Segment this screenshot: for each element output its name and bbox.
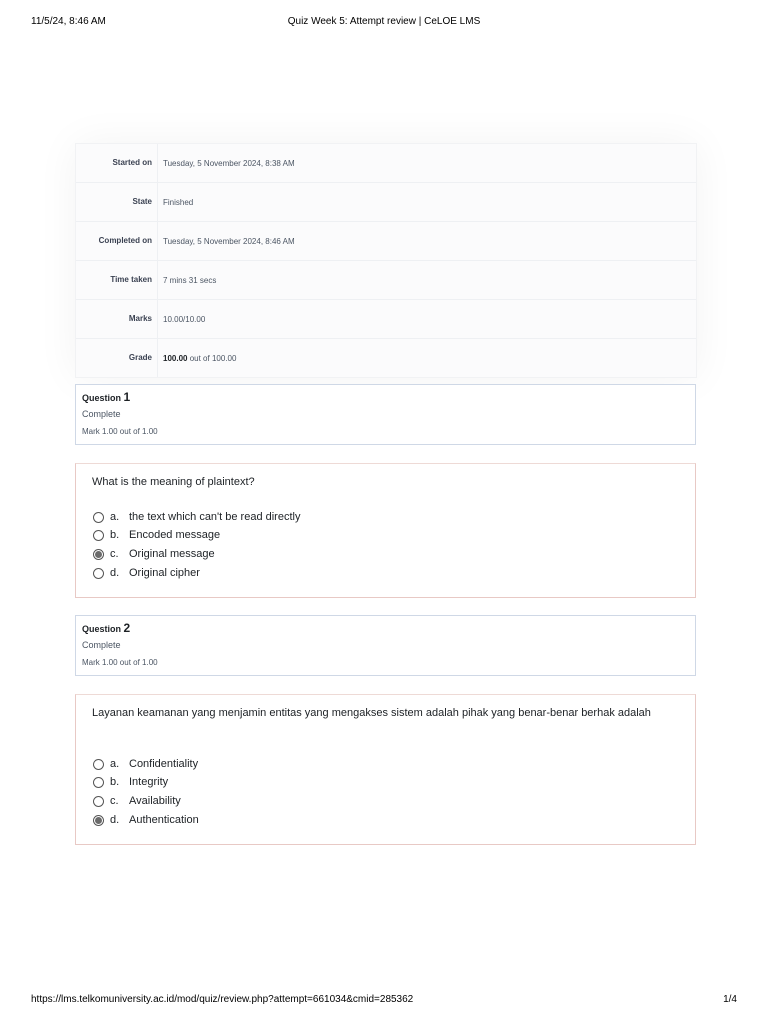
radio-button[interactable] — [93, 512, 104, 523]
option-text: Authentication — [129, 814, 199, 826]
option-text: Encoded message — [129, 529, 221, 541]
summary-value — [158, 354, 236, 363]
summary-value: 10.00/10.00 — [163, 314, 206, 324]
summary-row-state — [76, 183, 696, 222]
summary-label: Completed on — [76, 222, 158, 260]
option-letter: b. — [110, 776, 120, 788]
summary-row-time-taken — [76, 261, 696, 300]
question-info-1 — [75, 384, 696, 445]
question-mark: Mark 1.00 out of 1.00 — [82, 658, 158, 667]
question-text: Layanan keamanan yang menjamin entitas yang mengakses sistem adalah pihak yang benar-benar berhak adalah — [92, 707, 651, 719]
answer-option-d[interactable] — [93, 565, 200, 581]
question-number-value: 2 — [123, 621, 131, 635]
option-text: Confidentiality — [129, 758, 199, 770]
grade-out-of: out of 100.00 — [189, 353, 237, 363]
option-letter: d. — [110, 814, 120, 826]
summary-value: 7 mins 31 secs — [163, 275, 217, 285]
question-mark: Mark 1.00 out of 1.00 — [82, 427, 158, 436]
question-label: Question — [82, 624, 122, 634]
summary-label: Grade — [76, 339, 158, 377]
print-footer — [0, 994, 768, 1010]
print-page-number: 1/4 — [723, 994, 737, 1005]
answer-option-c[interactable] — [93, 546, 215, 562]
option-letter: c. — [110, 548, 119, 560]
summary-label: Time taken — [76, 261, 158, 299]
option-letter: b. — [110, 529, 120, 541]
summary-value: Tuesday, 5 November 2024, 8:38 AM — [163, 158, 295, 168]
print-url: https://lms.telkomuniversity.ac.id/mod/quiz/review.php?attempt=661034&cmid=285362 — [31, 994, 414, 1005]
summary-row-completed-on — [76, 222, 696, 261]
radio-button[interactable] — [93, 777, 104, 788]
question-label: Question — [82, 393, 122, 403]
question-number — [82, 390, 130, 404]
option-text: Integrity — [129, 776, 169, 788]
summary-label: Started on — [76, 144, 158, 182]
radio-button[interactable] — [93, 796, 104, 807]
question-content-1 — [75, 463, 696, 598]
radio-button-selected[interactable] — [93, 815, 104, 826]
summary-label: State — [76, 183, 158, 221]
summary-label: Marks — [76, 300, 158, 338]
option-letter: c. — [110, 795, 119, 807]
summary-row-marks — [76, 300, 696, 339]
option-text: Original cipher — [129, 567, 200, 579]
question-state: Complete — [82, 409, 121, 419]
summary-value: Tuesday, 5 November 2024, 8:46 AM — [163, 236, 295, 246]
question-number-value: 1 — [123, 390, 131, 404]
answer-option-c[interactable] — [93, 793, 181, 809]
summary-value: Finished — [163, 197, 194, 207]
question-state: Complete — [82, 640, 121, 650]
summary-row-started-on — [76, 144, 696, 183]
option-text: the text which can't be read directly — [129, 511, 301, 523]
radio-button[interactable] — [93, 759, 104, 770]
question-info-2 — [75, 615, 696, 676]
option-letter: d. — [110, 567, 120, 579]
answer-option-b[interactable] — [93, 527, 220, 543]
option-text: Original message — [129, 548, 215, 560]
option-text: Availability — [129, 795, 181, 807]
answer-option-d[interactable] — [93, 812, 199, 828]
option-letter: a. — [110, 511, 120, 523]
grade-value: 100.00 — [163, 353, 188, 363]
answer-option-a[interactable] — [93, 509, 300, 525]
question-text: What is the meaning of plaintext? — [92, 476, 255, 488]
question-content-2 — [75, 694, 696, 845]
attempt-summary-table — [75, 143, 697, 378]
question-number — [82, 621, 130, 635]
print-datetime: 11/5/24, 8:46 AM — [31, 16, 106, 27]
option-letter: a. — [110, 758, 120, 770]
radio-button-selected[interactable] — [93, 549, 104, 560]
print-header — [0, 16, 768, 32]
answer-option-a[interactable] — [93, 756, 198, 772]
print-page-title: Quiz Week 5: Attempt review | CeLOE LMS — [287, 16, 481, 27]
answer-option-b[interactable] — [93, 774, 168, 790]
radio-button[interactable] — [93, 568, 104, 579]
summary-row-grade — [76, 339, 696, 377]
radio-button[interactable] — [93, 530, 104, 541]
